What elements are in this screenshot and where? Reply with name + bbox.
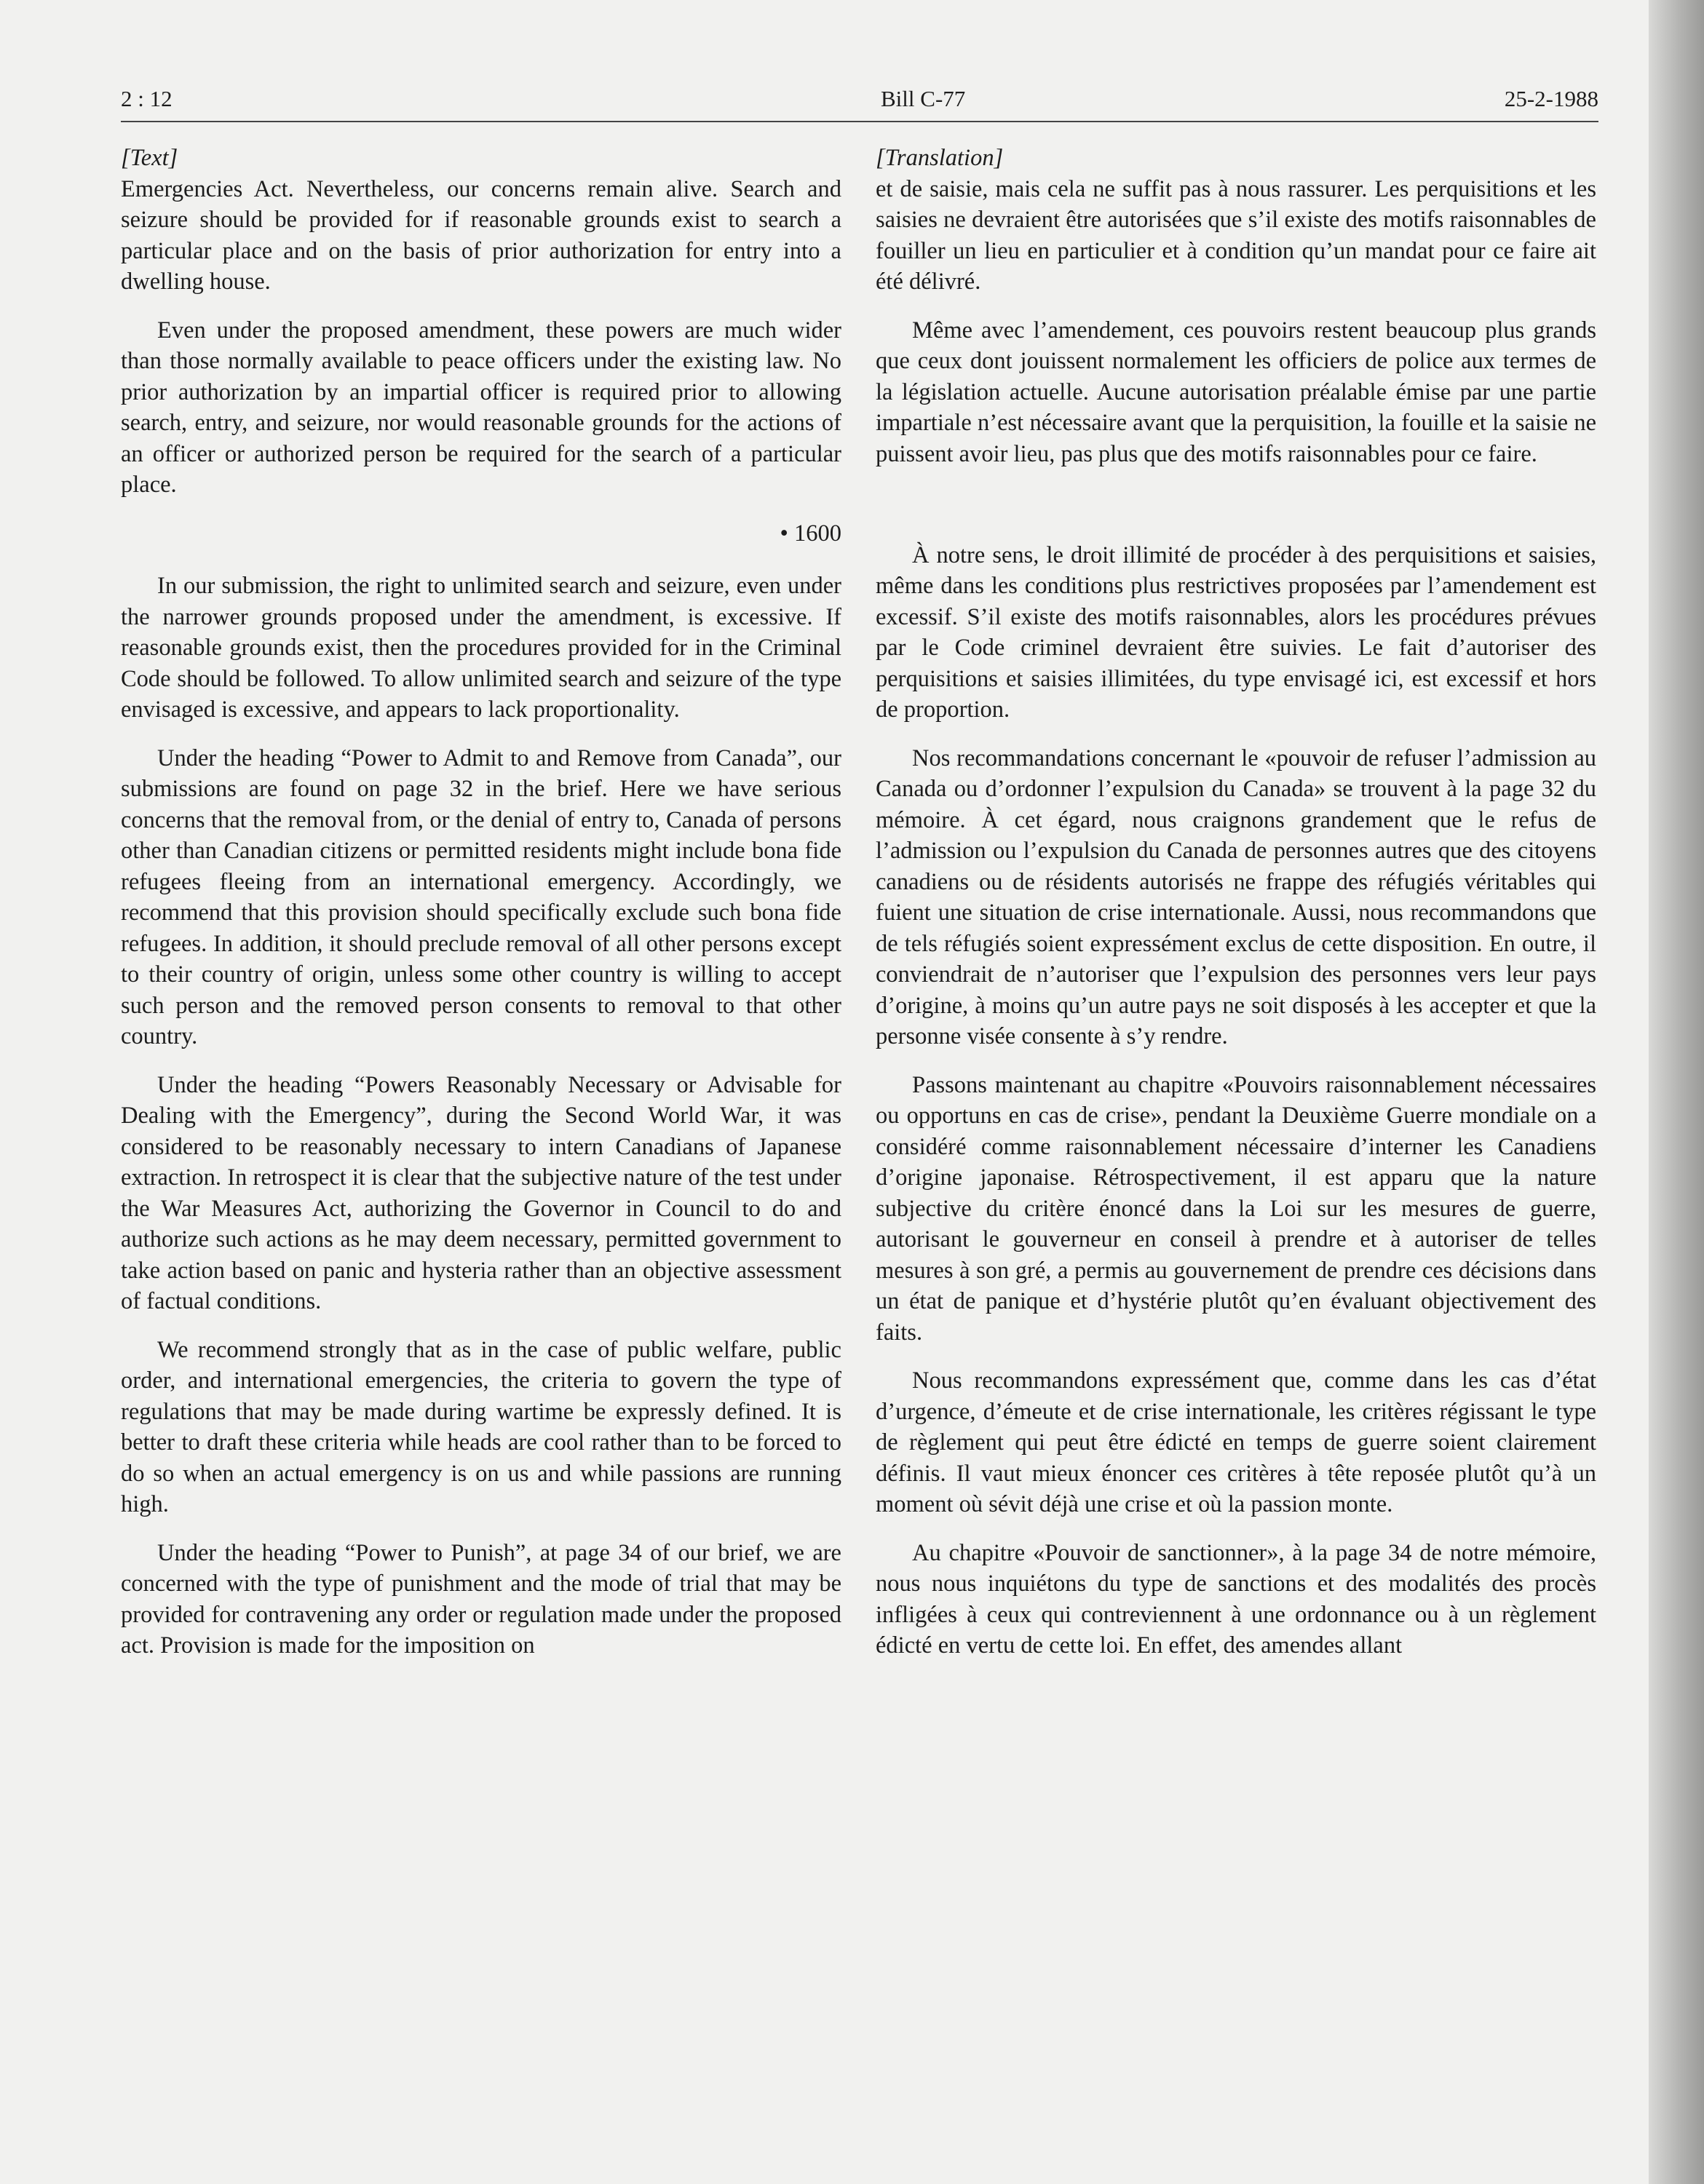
binding-edge <box>1649 0 1704 2184</box>
paragraph: Even under the proposed amendment, these powers are much wider than those normally available to peace officers under the existing law. No prior authorization by an impartial officer is required prior to allowing search, entry, and seizure, nor would reasonable grounds for the actions of an officer or authorized person be required for the search of a particular place. <box>121 317 841 498</box>
french-column <box>876 143 1596 1679</box>
time-marker-spacer <box>876 487 1596 518</box>
paragraph: À notre sens, le droit illimité de procéder à des perquisitions et saisies, même dans les conditions plus restrictives proposées par l’amendement est excessif. S’il existe des motifs raisonnables, alors les procédures prévues par le Code criminel devraient être suivies. Le fait d’autoriser des perquisitions et saisies illimitées, du type envisagé ici, est excessif et hors de proportion. <box>876 541 1596 723</box>
paragraph: Même avec l’amendement, ces pouvoirs restent beaucoup plus grands que ceux dont jouissent normalement les officiers de police aux termes de la législation actuelle. Aucune autorisation préalable émise par une partie impartiale n’est nécessaire avant que la perquisition, la fouille et la saisie ne puissent avoir lieu, pas plus que des motifs raisonnables pour ce faire. <box>876 317 1596 467</box>
paragraph: Under the heading “Power to Punish”, at page 34 of our brief, we are concerned with the type of punishment and the mode of trial that may be provided for contravening any order or regulation made under the proposed act. Provision is made for the imposition on <box>121 1539 841 1659</box>
meeting-date: 25-2-1988 <box>1504 86 1598 111</box>
paragraph: We recommend strongly that as in the case of public welfare, public order, and international emergencies, the criteria to govern the type of regulations that may be made during wartime be expressly defined. It is better to draft these criteria while heads are cool rather than to be forced to do so when an actual emergency is on us and while passions are running high. <box>121 1336 841 1517</box>
page-number: 2 : 12 <box>121 86 173 111</box>
paragraph: Au chapitre «Pouvoir de sanctionner», à la page 34 de notre mémoire, nous nous inquiétons du type de sanctions et des modalités des procès infligées à ceux qui contreviennent à une ordonnance ou à un règlement édicté en vertu de cette loi. En effet, des amendes allant <box>876 1539 1596 1659</box>
paragraph: Emergencies Act. Nevertheless, our concerns remain alive. Search and seizure should be provided for if reasonable grounds exist to search a particular place and on the basis of prior authorization for entry into a dwelling house. <box>121 175 841 295</box>
paragraph: Under the heading “Powers Reasonably Necessary or Advisable for Dealing with the Emergency”, during the Second World War, it was considered to be reasonably necessary to intern Canadians of Japanese extraction. In retrospect it is clear that the subjective nature of the test under the War Measures Act, authorizing the Governor in Council to do and authorize such actions as he may deem necessary, permitted government to take action based on panic and hysteria rather than an objective assessment of factual conditions. <box>121 1071 841 1314</box>
header-rule <box>121 121 1598 122</box>
paragraph: et de saisie, mais cela ne suffit pas à nous rassurer. Les perquisitions et les saisies ne devraient être autorisées que s’il existe des motifs raisonnables de fouiller un lieu en particulier et à condition qu’un mandat pour ce faire ait été délivré. <box>876 175 1596 295</box>
paragraph: Nos recommandations concernant le «pouvoir de refuser l’admission au Canada ou d’ordonner l’expulsion du Canada» se trouvent à la page 32 du mémoire. À cet égard, nous craignons grandement que le refus de l’admission ou l’expulsion du Canada de personnes autres que des citoyens canadiens ou de résidents autorisés ne frappe des réfugiés véritables qui fuient une situation de crise internationale. Aussi, nous recommandons que de tels réfugiés soient expressément exclus de cette disposition. En outre, il conviendrait de n’autoriser que l’expulsion des personnes vers leur pays d’origine, à moins qu’un autre pays ne soit disposés à les accepter et que la personne visée consente à s’y rendre. <box>876 744 1596 1049</box>
paragraph: Passons maintenant au chapitre «Pouvoirs raisonnablement nécessaires ou opportuns en cas de crise», pendant la Deuxième Guerre mondiale on a considéré comme raisonnablement nécessaire d’interner les Canadiens d’origine japonaise. Rétrospectivement, il est apparu que la nature subjective du critère énoncé dans la Loi sur les mesures de guerre, autorisant le gouverneur en conseil à prendre et à autoriser de telles mesures à son gré, a permis au gouvernement de prendre ces décisions dans un état de panique et d’hystérie plutôt qu’en évaluant objectivement des faits. <box>876 1071 1596 1346</box>
english-column <box>121 143 841 1679</box>
page-header <box>121 80 1598 116</box>
time-marker: • 1600 <box>780 520 841 547</box>
paragraph: Nous recommandons expressément que, comme dans les cas d’état d’urgence, d’émeute et de crise internationale, les critères régissant le type de règlement qui peut être édicté en temps de guerre soient clairement définis. Il vaut mieux énoncer ces critères à tête reposée plutôt qu’à un moment où sévit déjà une crise et où la passion monte. <box>876 1367 1596 1517</box>
column-label-text: [Text] <box>121 145 178 171</box>
bill-title: Bill C-77 <box>881 86 966 111</box>
column-label-translation: [Translation] <box>876 145 1004 171</box>
paragraph: Under the heading “Power to Admit to and Remove from Canada”, our submissions are found on page 32 in the brief. Here we have serious concerns that the removal from, or the denial of entry to, Canada of persons other than Canadian citizens or permitted residents might include bona fide refugees fleeing from an international emergency. Accordingly, we recommend that this provision should specifically exclude such bona fide refugees. In addition, it should preclude removal of all other persons except to their country of origin, unless some other country is willing to accept such person and the removed person consents to removal to that other country. <box>121 744 841 1049</box>
paragraph: In our submission, the right to unlimited search and seizure, even under the narrower grounds proposed under the amendment, is excessive. If reasonable grounds exist, then the procedures provided for in the Criminal Code should be followed. To allow unlimited search and seizure of the type envisaged is excessive, and appears to lack proportionality. <box>121 573 841 723</box>
